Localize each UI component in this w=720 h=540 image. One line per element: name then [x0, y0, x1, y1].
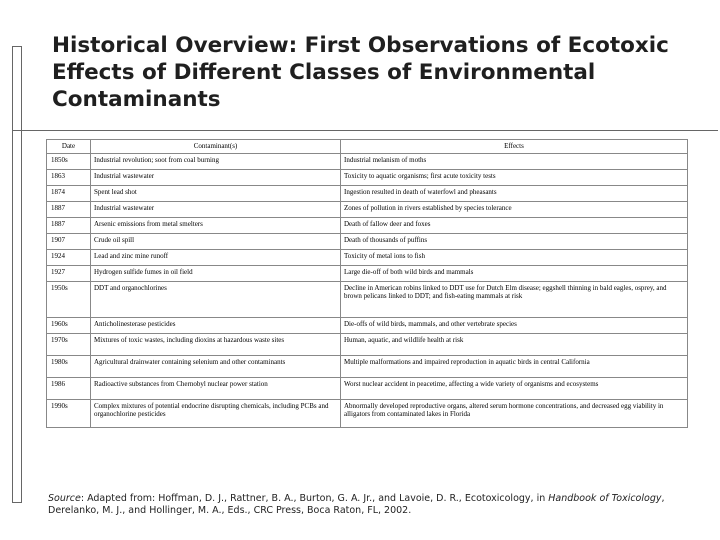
effect-cell: Worst nuclear accident in peacetime, affecting a wide variety of organisms and ecosystems: [341, 378, 688, 400]
effect-cell: Toxicity to aquatic organisms; first acute toxicity tests: [341, 170, 688, 186]
contaminant-cell: Lead and zinc mine runoff: [91, 250, 341, 266]
date-cell: 1863: [47, 170, 91, 186]
contaminant-cell: Industrial wastewater: [91, 202, 341, 218]
date-cell: 1924: [47, 250, 91, 266]
effect-cell: Die-offs of wild birds, mammals, and other vertebrate species: [341, 318, 688, 334]
header-effects: Effects: [341, 140, 688, 154]
source-text-after: , Derelanko, M. J., and Hollinger, M. A., Eds., CRC Press, Boca Raton, FL, 2002.: [48, 493, 665, 516]
date-cell: 1980s: [47, 356, 91, 378]
slide-title: Historical Overview: First Observations of Ecotoxic Effects of Different Classes of Environmental Contaminants: [52, 33, 669, 112]
table-row: [47, 154, 688, 170]
date-cell: 1970s: [47, 334, 91, 356]
effect-cell: Abnormally developed reproductive organs, altered serum hormone concentrations, and decreased egg viability in alligators from contaminated lakes in Florida: [341, 400, 688, 428]
table-row: [47, 356, 688, 378]
contaminant-cell: Radioactive substances from Chernobyl nuclear power station: [91, 378, 341, 400]
effect-cell: Ingestion resulted in death of waterfowl and pheasants: [341, 186, 688, 202]
table-row: [47, 186, 688, 202]
table-row: [47, 250, 688, 266]
slide-left-border: [12, 46, 22, 503]
table-row: [47, 266, 688, 282]
source-citation: [48, 493, 688, 517]
table-row: [47, 170, 688, 186]
effect-cell: Death of thousands of puffins: [341, 234, 688, 250]
table-row: [47, 334, 688, 356]
source-text-before: : Adapted from: Hoffman, D. J., Rattner, B. A., Burton, G. A. Jr., and Lavoie, D. R., Ecotoxicology, in: [80, 493, 549, 504]
effect-cell: Large die-off of both wild birds and mammals: [341, 266, 688, 282]
contaminants-table: [46, 139, 688, 428]
table-row: [47, 218, 688, 234]
contaminant-cell: Anticholinesterase pesticides: [91, 318, 341, 334]
source-book-title: Handbook of Toxicology: [548, 493, 662, 504]
effect-cell: Multiple malformations and impaired reproduction in aquatic birds in central California: [341, 356, 688, 378]
table-row: [47, 202, 688, 218]
contaminant-cell: Spent lead shot: [91, 186, 341, 202]
date-cell: 1907: [47, 234, 91, 250]
effect-cell: Industrial melanism of moths: [341, 154, 688, 170]
date-cell: 1887: [47, 218, 91, 234]
contaminant-cell: Hydrogen sulfide fumes in oil field: [91, 266, 341, 282]
header-date: Date: [47, 140, 91, 154]
source-label: Source: [48, 493, 81, 504]
table-row: [47, 234, 688, 250]
date-cell: 1927: [47, 266, 91, 282]
date-cell: 1887: [47, 202, 91, 218]
date-cell: 1986: [47, 378, 91, 400]
contaminant-cell: Industrial revolution; soot from coal burning: [91, 154, 341, 170]
table-row: [47, 318, 688, 334]
contaminant-cell: Mixtures of toxic wastes, including dioxins at hazardous waste sites: [91, 334, 341, 356]
contaminant-cell: Industrial wastewater: [91, 170, 341, 186]
contaminants-table-container: [46, 139, 687, 428]
effect-cell: Death of fallow deer and foxes: [341, 218, 688, 234]
contaminant-cell: Arsenic emissions from metal smelters: [91, 218, 341, 234]
contaminant-cell: Complex mixtures of potential endocrine disrupting chemicals, including PCBs and organochlorine pesticides: [91, 400, 341, 428]
effect-cell: Toxicity of metal ions to fish: [341, 250, 688, 266]
date-cell: 1850s: [47, 154, 91, 170]
header-contaminants: Contaminant(s): [91, 140, 341, 154]
date-cell: 1990s: [47, 400, 91, 428]
date-cell: 1874: [47, 186, 91, 202]
contaminant-cell: DDT and organochlorines: [91, 282, 341, 318]
table-row: [47, 282, 688, 318]
effect-cell: Zones of pollution in rivers established by species tolerance: [341, 202, 688, 218]
effect-cell: Human, aquatic, and wildlife health at risk: [341, 334, 688, 356]
table-body: [47, 154, 688, 428]
effect-cell: Decline in American robins linked to DDT use for Dutch Elm disease; eggshell thinning in bald eagles, osprey, and brown pelicans linked to DDT; and fish-eating mammals at risk: [341, 282, 688, 318]
table-row: [47, 378, 688, 400]
date-cell: 1960s: [47, 318, 91, 334]
title-divider-line: [12, 130, 718, 131]
date-cell: 1950s: [47, 282, 91, 318]
table-header-row: [47, 140, 688, 154]
contaminant-cell: Crude oil spill: [91, 234, 341, 250]
contaminant-cell: Agricultural drainwater containing selenium and other contaminants: [91, 356, 341, 378]
table-row: [47, 400, 688, 428]
